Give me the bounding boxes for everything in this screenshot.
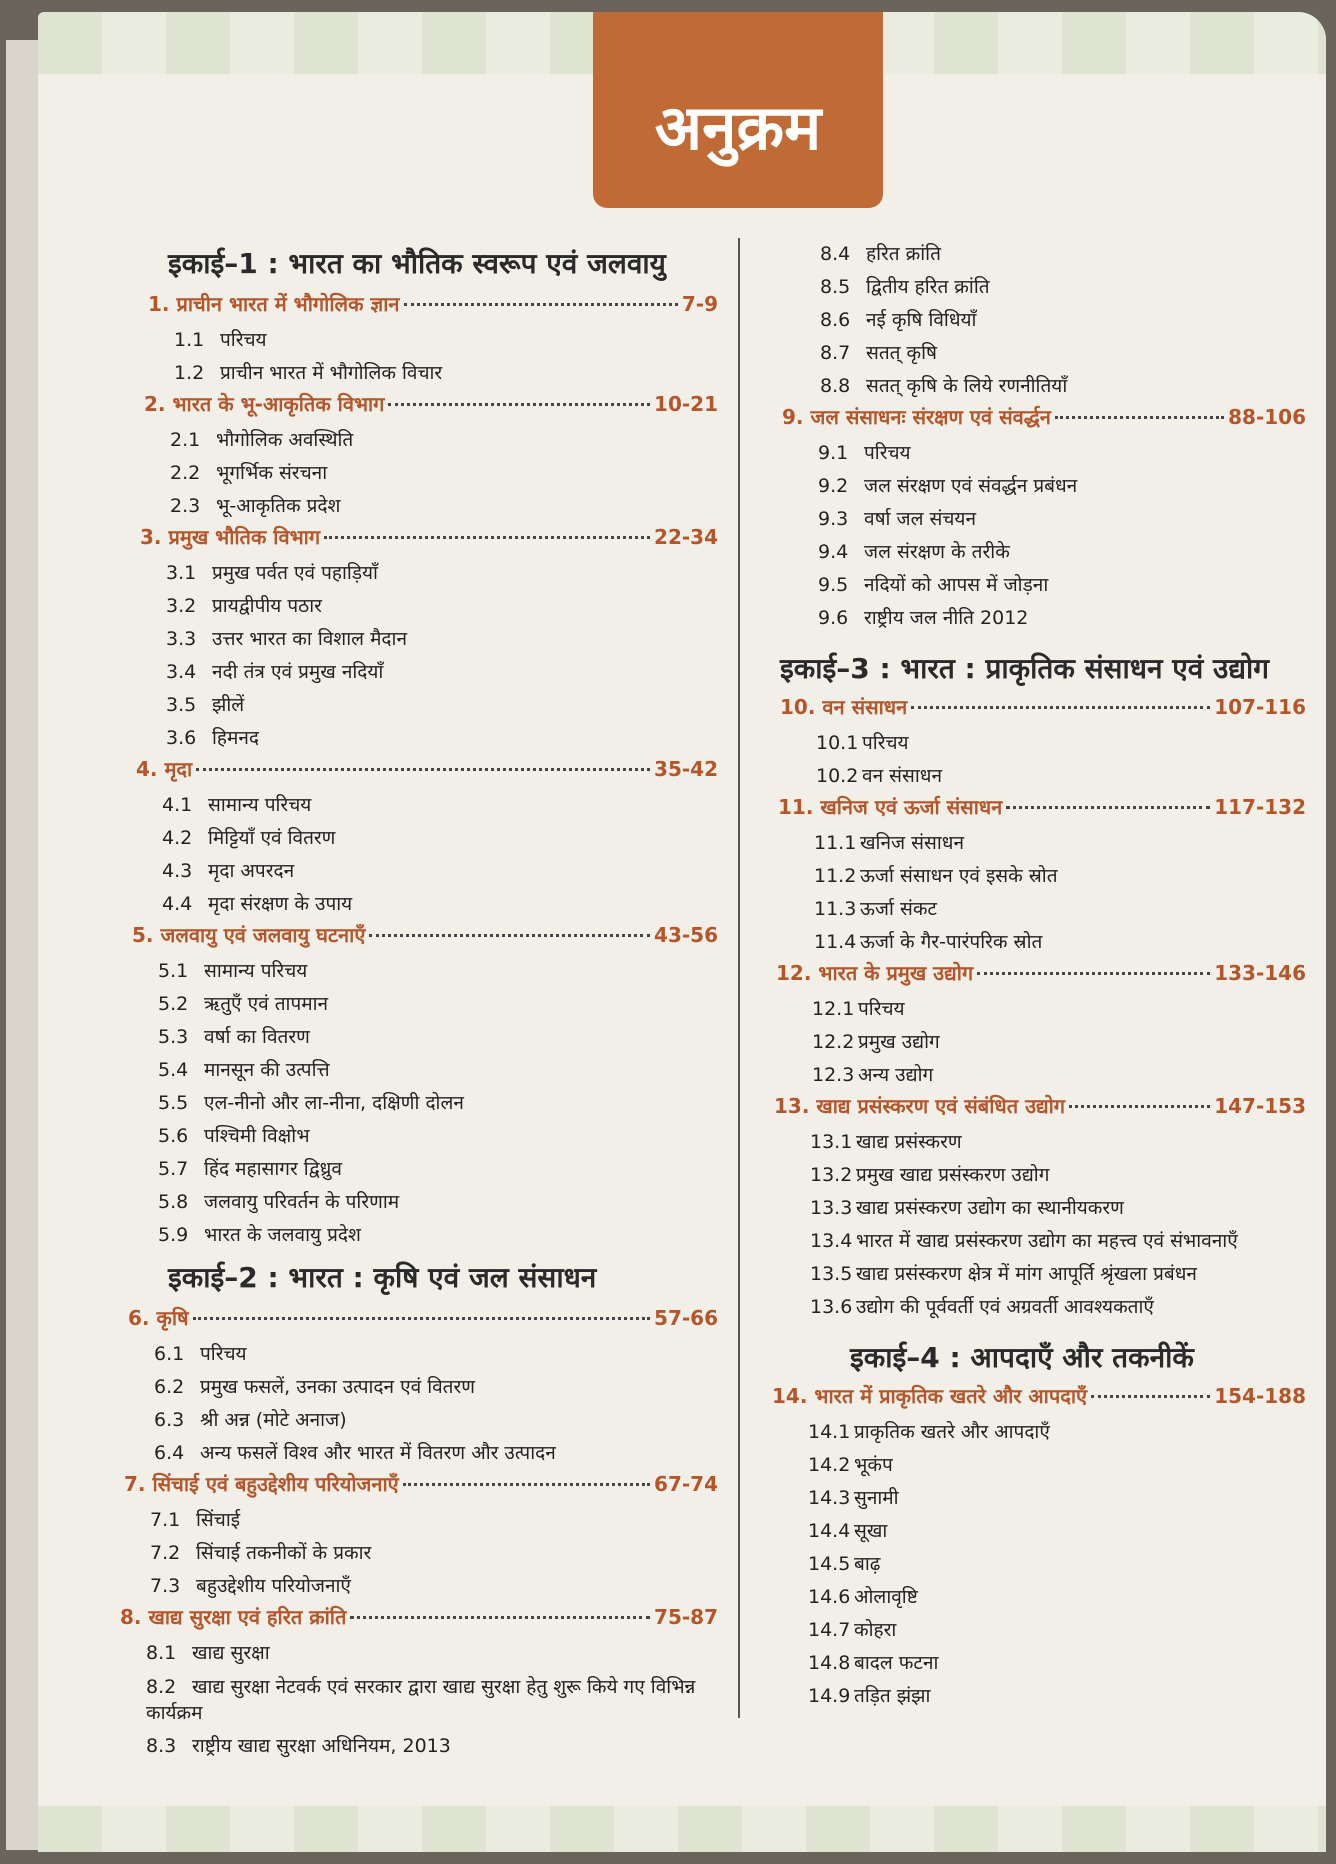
section-entry [750, 1416, 1306, 1449]
section-title: सतत् कृषि [866, 342, 938, 364]
bottom-border-pattern [38, 1806, 1326, 1852]
section-entry [108, 1371, 718, 1404]
section-title: परिचय [200, 1343, 247, 1365]
section-title: खाद्य प्रसंस्करण उद्योग का स्थानीयकरण [856, 1197, 1124, 1219]
section-entry [108, 988, 718, 1021]
section-title: नदियों को आपस में जोड़ना [864, 574, 1049, 596]
section-entry [108, 1054, 718, 1087]
section-number: 6.1 [154, 1343, 185, 1365]
section-title: सामान्य परिचय [208, 794, 312, 816]
section-number: 9.4 [818, 541, 849, 563]
section-number: 1.2 [174, 362, 205, 384]
section-number: 5.1 [158, 960, 189, 982]
toc-left-column [108, 238, 718, 1763]
section-number: 5.6 [158, 1125, 189, 1147]
section-entry [750, 1449, 1306, 1482]
section-title: भारत में खाद्य प्रसंस्करण उद्योग का महत्त्व एवं संभावनाएँ [856, 1230, 1238, 1252]
dot-leader [196, 768, 650, 771]
section-entry [750, 1614, 1306, 1647]
section-title: झीलें [212, 694, 245, 716]
section-title: उत्तर भारत का विशाल मैदान [212, 628, 407, 650]
section-title: मिट्टियाँ एवं वितरण [208, 827, 336, 849]
section-title: प्रमुख पर्वत एवं पहाड़ियाँ [212, 562, 378, 584]
section-number: 14.8 [808, 1652, 851, 1674]
toc-right-column [750, 238, 1306, 1713]
section-title: एल-नीनो और ला-नीना, दक्षिणी दोलन [204, 1092, 464, 1114]
dot-leader [369, 934, 650, 937]
chapter-entry[interactable] [750, 693, 1306, 727]
section-title: बहुउद्देशीय परियोजनाएँ [196, 1575, 351, 1597]
chapter-pages: 7-9 [681, 292, 718, 316]
chapter-title: 12. भारत के प्रमुख उद्योग [776, 961, 974, 985]
section-title: भू-आकृतिक प्रदेश [216, 495, 341, 517]
chapter-pages: 43-56 [654, 923, 718, 947]
section-entry [750, 1225, 1306, 1258]
section-entry [750, 536, 1306, 569]
section-number: 13.3 [810, 1197, 853, 1219]
section-number: 10.1 [816, 732, 859, 754]
section-entry [108, 1153, 718, 1186]
section-title: परिचय [864, 442, 911, 464]
section-number: 8.8 [820, 375, 851, 397]
section-title: ऊर्जा संकट [860, 898, 937, 920]
section-entry [750, 1126, 1306, 1159]
section-number: 9.2 [818, 475, 849, 497]
section-title: प्रमुख फसलें, उनका उत्पादन एवं वितरण [200, 1376, 476, 1398]
section-number: 1.1 [174, 329, 205, 351]
chapter-title: 3. प्रमुख भौतिक विभाग [140, 525, 321, 549]
section-entry [108, 1504, 718, 1537]
section-entry [750, 926, 1306, 959]
section-number: 8.7 [820, 342, 851, 364]
chapter-entry[interactable] [108, 1304, 718, 1338]
dot-leader [404, 303, 678, 306]
section-title: जलवायु परिवर्तन के परिणाम [204, 1191, 400, 1213]
chapter-entry[interactable] [750, 793, 1306, 827]
section-title: भौगोलिक अवस्थिति [216, 429, 354, 451]
dot-leader [388, 403, 650, 406]
section-title: जल संरक्षण एवं संवर्द्धन प्रबंधन [864, 475, 1078, 497]
section-number: 11.3 [814, 898, 857, 920]
section-title: भूगर्भिक संरचना [216, 462, 328, 484]
section-number: 9.1 [818, 442, 849, 464]
section-title: ओलावृष्टि [854, 1586, 918, 1608]
chapter-entry[interactable] [108, 1470, 718, 1504]
section-entry [108, 888, 718, 921]
section-title: खाद्य सुरक्षा नेटवर्क एवं सरकार द्वारा खाद्य सुरक्षा हेतु शुरू किये गए विभिन्न कार्यक्रम [146, 1676, 696, 1724]
chapter-pages: 67-74 [654, 1472, 718, 1496]
section-number: 12.1 [812, 998, 855, 1020]
section-entry [750, 1548, 1306, 1581]
section-title: सिंचाई तकनीकों के प्रकार [196, 1542, 372, 1564]
section-number: 8.1 [146, 1642, 177, 1664]
section-title: खाद्य प्रसंस्करण क्षेत्र में मांग आपूर्ति श्रृंखला प्रबंधन [856, 1263, 1197, 1285]
section-entry [750, 827, 1306, 860]
section-entry [750, 1026, 1306, 1059]
section-entry [108, 357, 718, 390]
section-entry [750, 1515, 1306, 1548]
section-number: 11.2 [814, 865, 857, 887]
title-banner [593, 12, 883, 208]
section-number: 4.3 [162, 860, 193, 882]
section-title: मानसून की उत्पत्ति [204, 1059, 330, 1081]
chapter-entry[interactable] [750, 1092, 1306, 1126]
chapter-pages: 154-188 [1214, 1384, 1306, 1408]
section-title: खाद्य सुरक्षा [192, 1642, 270, 1664]
page-title: अनुक्रम [654, 91, 822, 164]
section-entry [108, 855, 718, 888]
section-entry [108, 822, 718, 855]
section-number: 6.3 [154, 1409, 185, 1431]
section-number: 8.6 [820, 309, 851, 331]
section-number: 9.3 [818, 508, 849, 530]
section-title: खाद्य प्रसंस्करण [856, 1131, 962, 1153]
section-title: सूखा [854, 1520, 888, 1542]
section-entry [108, 1537, 718, 1570]
section-entry [108, 590, 718, 623]
section-number: 14.4 [808, 1520, 851, 1542]
section-entry [750, 1059, 1306, 1092]
section-title: अन्य फसलें विश्व और भारत में वितरण और उत्पादन [200, 1442, 556, 1464]
dot-leader [1006, 806, 1210, 809]
section-number: 7.1 [150, 1509, 181, 1531]
section-number: 3.6 [166, 727, 197, 749]
section-number: 8.5 [820, 276, 851, 298]
section-number: 9.6 [818, 607, 849, 629]
section-entry [108, 1670, 718, 1730]
section-number: 13.6 [810, 1296, 853, 1318]
section-entry [108, 689, 718, 722]
chapter-title: 10. वन संसाधन [780, 695, 908, 719]
section-entry [750, 470, 1306, 503]
section-title: कोहरा [854, 1619, 897, 1641]
section-title: वन संसाधन [862, 765, 942, 787]
section-number: 10.2 [816, 765, 859, 787]
section-title: जल संरक्षण के तरीके [864, 541, 1010, 563]
section-title: प्रमुख उद्योग [858, 1031, 940, 1053]
chapter-pages: 75-87 [654, 1605, 718, 1629]
section-number: 5.9 [158, 1224, 189, 1246]
section-entry [750, 1192, 1306, 1225]
section-title: परिचय [862, 732, 909, 754]
section-title: ऊर्जा के गैर-पारंपरिक स्रोत [860, 931, 1043, 953]
section-number: 7.2 [150, 1542, 181, 1564]
section-entry [108, 955, 718, 988]
section-title: भारत के जलवायु प्रदेश [204, 1224, 361, 1246]
section-number: 11.4 [814, 931, 857, 953]
unit-heading: इकाई–1 : भारत का भौतिक स्वरूप एवं जलवायु [168, 247, 666, 280]
section-entry [750, 1647, 1306, 1680]
section-title: सतत् कृषि के लिये रणनीतियाँ [866, 375, 1068, 397]
section-entry [750, 1482, 1306, 1515]
section-entry [108, 1087, 718, 1120]
dot-leader [324, 536, 650, 539]
section-number: 14.2 [808, 1454, 851, 1476]
section-entry [108, 324, 718, 357]
section-title: राष्ट्रीय खाद्य सुरक्षा अधिनियम, 2013 [192, 1735, 451, 1757]
section-entry [108, 424, 718, 457]
chapter-pages: 133-146 [1214, 961, 1306, 985]
chapter-title: 6. कृषि [128, 1306, 189, 1330]
section-title: नदी तंत्र एवं प्रमुख नदियाँ [212, 661, 384, 683]
section-number: 5.3 [158, 1026, 189, 1048]
section-number: 9.5 [818, 574, 849, 596]
section-number: 5.2 [158, 993, 189, 1015]
section-number: 2.3 [170, 495, 201, 517]
chapter-title: 13. खाद्य प्रसंस्करण एवं संबंधित उद्योग [774, 1094, 1066, 1118]
section-title: ऊर्जा संसाधन एवं इसके स्रोत [860, 865, 1058, 887]
column-divider [738, 238, 740, 1718]
chapter-title: 1. प्राचीन भारत में भौगोलिक ज्ञान [148, 292, 400, 316]
section-entry [750, 760, 1306, 793]
chapter-entry[interactable] [108, 523, 718, 557]
section-entry [108, 1186, 718, 1219]
section-entry [108, 1404, 718, 1437]
unit-heading: इकाई–2 : भारत : कृषि एवं जल संसाधन [168, 1261, 597, 1294]
section-entry [750, 304, 1306, 337]
chapter-pages: 35-42 [654, 757, 718, 781]
section-number: 2.2 [170, 462, 201, 484]
section-title: श्री अन्न (मोटे अनाज) [200, 1409, 347, 1431]
section-number: 12.2 [812, 1031, 855, 1053]
unit-heading: इकाई–3 : भारत : प्राकृतिक संसाधन एवं उद्योग [780, 652, 1270, 685]
section-number: 8.2 [146, 1676, 177, 1698]
dot-leader [977, 972, 1210, 975]
section-number: 5.7 [158, 1158, 189, 1180]
dot-leader [1055, 416, 1224, 419]
chapter-title: 7. सिंचाई एवं बहुउद्देशीय परियोजनाएँ [124, 1472, 399, 1496]
section-entry [108, 1637, 718, 1670]
chapter-entry[interactable] [750, 1382, 1306, 1416]
section-number: 14.1 [808, 1421, 851, 1443]
section-number: 7.3 [150, 1575, 181, 1597]
section-number: 4.1 [162, 794, 193, 816]
section-number: 13.5 [810, 1263, 853, 1285]
section-number: 3.5 [166, 694, 197, 716]
chapter-pages: 88-106 [1228, 405, 1306, 429]
section-entry [108, 789, 718, 822]
chapter-entry[interactable] [750, 959, 1306, 993]
chapter-title: 11. खनिज एवं ऊर्जा संसाधन [778, 795, 1003, 819]
section-number: 5.8 [158, 1191, 189, 1213]
section-entry [108, 1570, 718, 1603]
section-entry [750, 1258, 1306, 1291]
section-title: अन्य उद्योग [858, 1064, 934, 1086]
section-title: उद्योग की पूर्ववर्ती एवं अग्रवर्ती आवश्यकताएँ [856, 1296, 1154, 1318]
chapter-title: 2. भारत के भू-आकृतिक विभाग [144, 392, 385, 416]
section-entry [108, 457, 718, 490]
dot-leader [350, 1616, 650, 1619]
section-number: 5.4 [158, 1059, 189, 1081]
section-entry [108, 722, 718, 755]
section-number: 3.4 [166, 661, 197, 683]
section-number: 6.2 [154, 1376, 185, 1398]
section-entry [108, 623, 718, 656]
section-entry [750, 337, 1306, 370]
dot-leader [403, 1483, 650, 1486]
section-entry [108, 1338, 718, 1371]
chapter-pages: 22-34 [654, 525, 718, 549]
section-entry [750, 370, 1306, 403]
section-title: बादल फटना [854, 1652, 939, 1674]
section-entry [750, 1159, 1306, 1192]
chapter-pages: 117-132 [1214, 795, 1306, 819]
section-title: राष्ट्रीय जल नीति 2012 [864, 607, 1029, 629]
section-number: 13.2 [810, 1164, 853, 1186]
section-entry [750, 1680, 1306, 1713]
section-number: 14.6 [808, 1586, 851, 1608]
section-title: ऋतुएँ एवं तापमान [204, 993, 329, 1015]
section-number: 8.3 [146, 1735, 177, 1757]
section-title: बाढ़ [854, 1553, 881, 1575]
section-title: हिंद महासागर द्विध्रुव [204, 1158, 342, 1180]
section-entry [108, 1730, 718, 1763]
section-entry [750, 238, 1306, 271]
section-title: परिचय [220, 329, 267, 351]
chapter-pages: 107-116 [1214, 695, 1306, 719]
section-number: 14.5 [808, 1553, 851, 1575]
section-title: मृदा अपरदन [208, 860, 295, 882]
chapter-title: 5. जलवायु एवं जलवायु घटनाएँ [132, 923, 366, 947]
section-number: 4.2 [162, 827, 193, 849]
section-number: 13.4 [810, 1230, 853, 1252]
section-entry [108, 1437, 718, 1470]
section-title: खनिज संसाधन [860, 832, 964, 854]
chapter-title: 14. भारत में प्राकृतिक खतरे और आपदाएँ [772, 1384, 1088, 1408]
dot-leader [1091, 1395, 1210, 1398]
section-number: 13.1 [810, 1131, 853, 1153]
section-entry [750, 1581, 1306, 1614]
section-title: प्रमुख खाद्य प्रसंस्करण उद्योग [856, 1164, 1050, 1186]
book-page [38, 12, 1326, 1852]
section-entry [750, 271, 1306, 304]
section-entry [750, 569, 1306, 602]
section-entry [750, 1291, 1306, 1324]
chapter-entry[interactable] [750, 403, 1306, 437]
section-entry [750, 437, 1306, 470]
section-entry [750, 602, 1306, 635]
section-number: 14.3 [808, 1487, 851, 1509]
section-entry [750, 993, 1306, 1026]
section-title: पश्चिमी विक्षोभ [204, 1125, 310, 1147]
dot-leader [911, 706, 1210, 709]
chapter-entry[interactable] [108, 290, 718, 324]
section-title: प्राचीन भारत में भौगोलिक विचार [220, 362, 443, 384]
section-number: 5.5 [158, 1092, 189, 1114]
section-number: 11.1 [814, 832, 857, 854]
section-entry [108, 1219, 718, 1252]
section-entry [108, 490, 718, 523]
section-title: मृदा संरक्षण के उपाय [208, 893, 353, 915]
section-entry [750, 860, 1306, 893]
dot-leader [1069, 1105, 1210, 1108]
section-number: 3.1 [166, 562, 197, 584]
section-title: हिमनद [212, 727, 260, 749]
chapter-pages: 57-66 [654, 1306, 718, 1330]
dot-leader [193, 1317, 650, 1320]
section-number: 14.9 [808, 1685, 851, 1707]
section-number: 8.4 [820, 243, 851, 265]
section-title: सामान्य परिचय [204, 960, 308, 982]
section-title: नई कृषि विधियाँ [866, 309, 977, 331]
section-entry [108, 656, 718, 689]
section-entry [108, 1120, 718, 1153]
chapter-entry[interactable] [108, 755, 718, 789]
chapter-title: 9. जल संसाधनः संरक्षण एवं संवर्द्धन [782, 405, 1051, 429]
section-title: भूकंप [854, 1454, 893, 1476]
chapter-pages: 10-21 [654, 392, 718, 416]
chapter-entry[interactable] [108, 390, 718, 424]
section-entry [750, 503, 1306, 536]
section-title: वर्षा का वितरण [204, 1026, 310, 1048]
section-entry [108, 557, 718, 590]
chapter-entry[interactable] [108, 1603, 718, 1637]
section-number: 2.1 [170, 429, 201, 451]
section-title: सुनामी [854, 1487, 899, 1509]
section-number: 3.3 [166, 628, 197, 650]
unit-heading: इकाई–4 : आपदाएँ और तकनीकें [850, 1341, 1194, 1374]
chapter-entry[interactable] [108, 921, 718, 955]
section-number: 3.2 [166, 595, 197, 617]
section-title: प्रायद्वीपीय पठार [212, 595, 322, 617]
section-number: 14.7 [808, 1619, 851, 1641]
chapter-title: 4. मृदा [136, 757, 193, 781]
section-number: 12.3 [812, 1064, 855, 1086]
section-title: द्वितीय हरित क्रांति [866, 276, 990, 298]
section-title: वर्षा जल संचयन [864, 508, 977, 530]
chapter-title: 8. खाद्य सुरक्षा एवं हरित क्रांति [120, 1605, 347, 1629]
section-title: हरित क्रांति [866, 243, 941, 265]
section-entry [750, 893, 1306, 926]
section-number: 6.4 [154, 1442, 185, 1464]
section-title: परिचय [858, 998, 905, 1020]
section-title: तड़ित झंझा [854, 1685, 931, 1707]
section-entry [750, 727, 1306, 760]
section-entry [108, 1021, 718, 1054]
chapter-pages: 147-153 [1214, 1094, 1306, 1118]
section-title: सिंचाई [196, 1509, 241, 1531]
section-title: प्राकृतिक खतरे और आपदाएँ [854, 1421, 1050, 1443]
section-number: 4.4 [162, 893, 193, 915]
